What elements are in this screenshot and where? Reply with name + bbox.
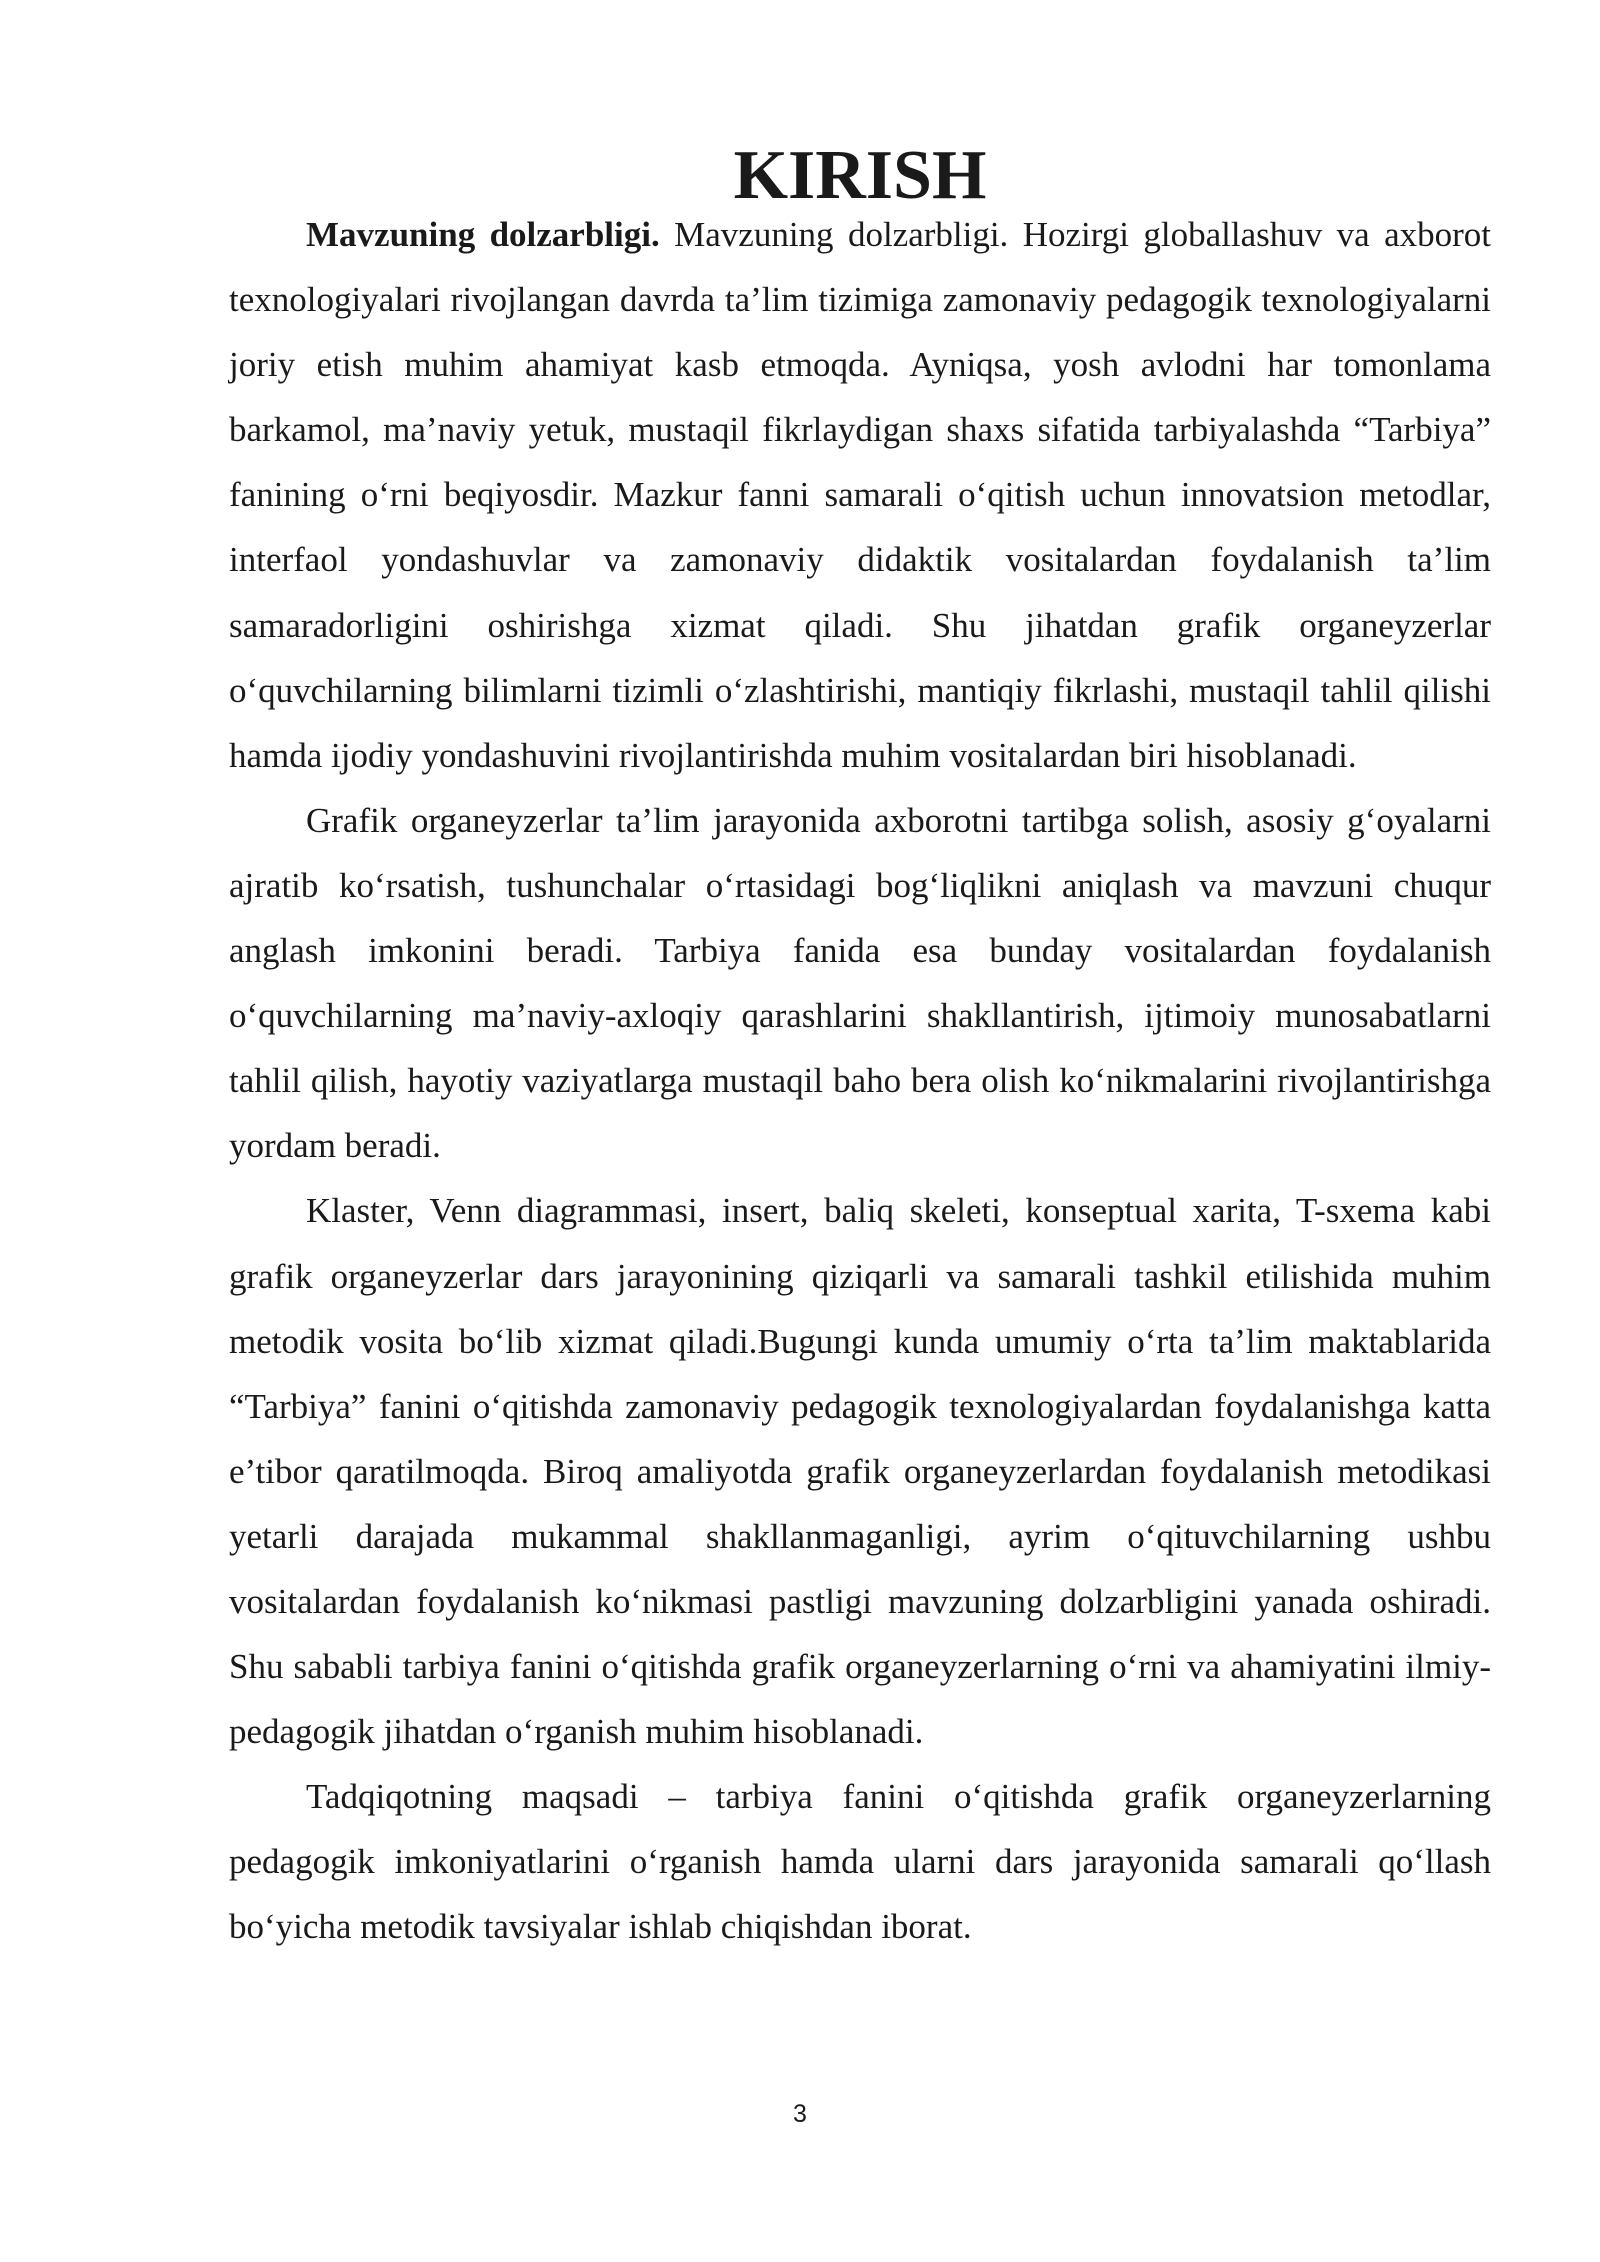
- paragraph-research-goal: Tadqiqotning maqsadi – tarbiya fanini o‘qitishda grafik organeyzerlarning pedagogik imkoniyatlarini o‘rganish hamda ularni dars jarayonida samarali qo‘llash bo‘yicha metodik tavsiyalar ishlab chiqishdan iborat.: [229, 1777, 1491, 1947]
- page-number: 3: [793, 2100, 807, 2128]
- paragraph-lead: Mavzuning dolzarbligi.: [306, 215, 660, 254]
- paragraph-methods: Klaster, Venn diagrammasi, insert, baliq skeleti, konseptual xarita, T-sxema kabi grafik organeyzerlar dars jarayonining qiziqarli va samarali tashkil etilishida muhim metodik vosita bo‘lib xizmat qiladi.Bugungi kunda umumiy o‘rta ta’lim maktablarida “Tarbiya” fanini o‘qitishda zamonaviy pedagogik texnologiyalardan foydalanishga katta e’tibor qaratilmoqda. Biroq amaliyotda grafik organeyzerlardan foydalanish metodikasi yetarli darajada mukammal shakllanmaganligi, ayrim o‘qituvchilarning ushbu vositalardan foydalanish ko‘nikmasi pastligi mavzuning dolzarbligini yanada oshiradi. Shu sababli tarbiya fanini o‘qitishda grafik organeyzerlarning o‘rni va ahamiyatini ilmiy-pedagogik jihatdan o‘rganish muhim hisoblanadi.: [229, 1191, 1491, 1752]
- paragraph-text: Mavzuning dolzarbligi. Hozirgi globallashuv va axborot texnologiyalari rivojlangan davrda ta’lim tizimiga zamonaviy pedagogik texnologiyalarni joriy etish muhim ahamiyat kasb etmoqda. Ayniqsa, yosh avlodni har tomonlama barkamol, ma’naviy yetuk, mustaqil fikrlaydigan shaxs sifatida tarbiyalashda “Tarbiya” fanining o‘rni beqiyosdir. Mazkur fanni samarali o‘qitish uchun innovatsion metodlar, interfaol yondashuvlar va zamonaviy didaktik vositalardan foydalanish ta’lim samaradorligini oshirishga xizmat qiladi. Shu jihatdan grafik organeyzerlar o‘quvchilarning bilimlarni tizimli o‘zlashtirishi, mantiqiy fikrlashi, mustaqil tahlil qilishi hamda ijodiy yondashuvini rivojlantirishda muhim vositalardan biri hisoblanadi.: [229, 215, 1491, 775]
- section-title: KIRISH: [733, 137, 987, 214]
- paragraph-graphic-organizers: Grafik organeyzerlar ta’lim jarayonida axborotni tartibga solish, asosiy g‘oyalarni ajratib ko‘rsatish, tushunchalar o‘rtasidagi bog‘liqlikni aniqlash va mavzuni chuqur anglash imkonini beradi. Tarbiya fanida esa bunday vositalardan foydalanish o‘quvchilarning ma’naviy-axloqiy qarashlarini shakllantirish, ijtimoiy munosabatlarni tahlil qilish, hayotiy vaziyatlarga mustaqil baho bera olish ko‘nikmalarini rivojlantirishga yordam beradi.: [229, 800, 1491, 1166]
- paragraph-relevance: [229, 202, 1491, 788]
- page-content: [229, 137, 1491, 1960]
